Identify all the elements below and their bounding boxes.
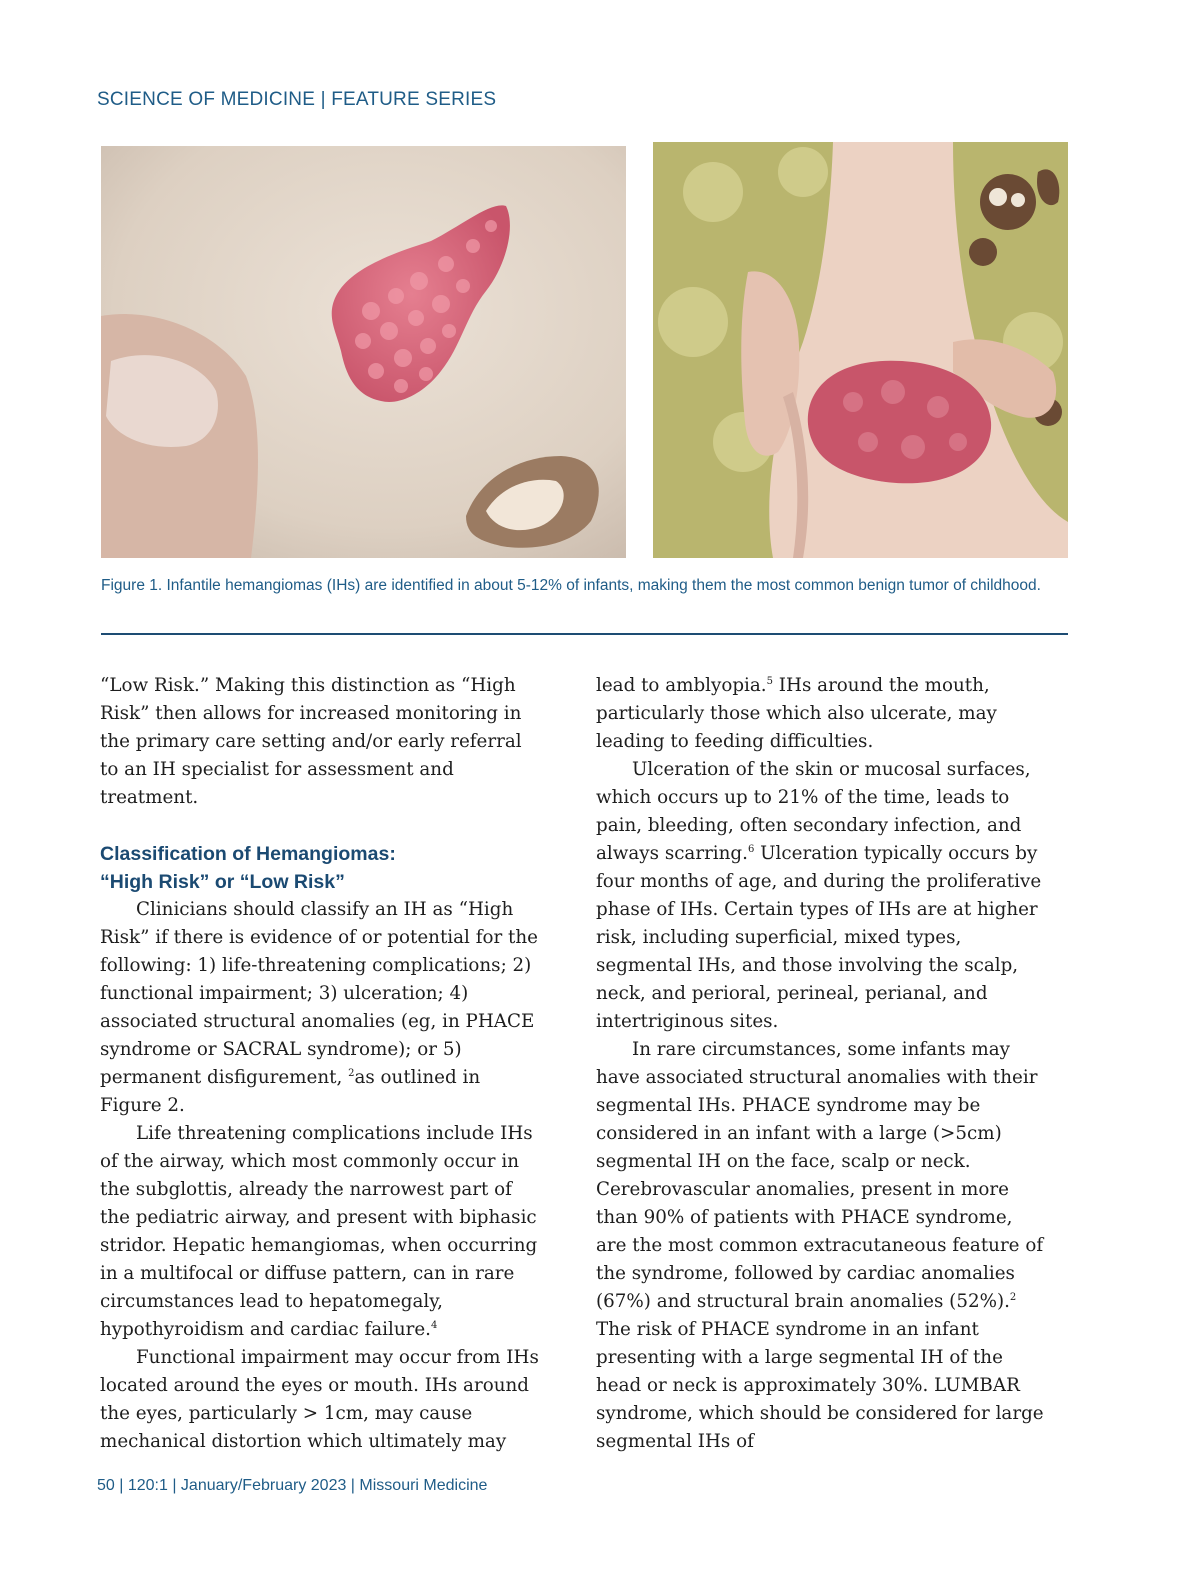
paragraph (596, 672, 1046, 756)
citation-ref: 4 (431, 1319, 438, 1331)
running-header: SCIENCE OF MEDICINE | FEATURE SERIES (97, 89, 497, 110)
paragraph (596, 1036, 1046, 1456)
section-heading (100, 840, 540, 896)
text-run: Clinicians should classify an IH as “High Risk” if there is evidence of or potential for the following: 1) life-threatening complications; 2) functional impairment; 3) ulceration; 4) associated structural anomalies (eg, in PHACE syndrome or SACRAL syndrome); or 5) permanent disfigurement, (100, 899, 538, 1088)
heading-line: “High Risk” or “Low Risk” (100, 871, 345, 893)
text-run: In rare circumstances, some infants may have associated structural anomalies with their segmental IHs. PHACE syndrome may be considered in an infant with a large (>5cm) segmental IH on the face, scalp or neck. Cerebrovascular anomalies, present in more than 90% of patients with PHACE syndrome, are the most common extracutaneous feature of the syndrome, followed by cardiac anomalies (67%) and structural brain anomalies (52%). (596, 1039, 1044, 1312)
text-run: The risk of PHACE syndrome in an infant presenting with a large segmental IH of the head or neck is approximately 30%. LUMBAR syndrome, which should be considered for large segmental IHs of (596, 1319, 1044, 1452)
text-run: Ulceration of the skin or mucosal surfaces, which occurs up to 21% of the time, leads to pain, bleeding, often secondary infection, and always scarring. (596, 759, 1031, 864)
text-run: lead to amblyopia. (596, 675, 767, 696)
heading-line: Classification of Hemangiomas: (100, 843, 396, 865)
paragraph: Functional impairment may occur from IHs located around the eyes or mouth. IHs around the eyes, particularly > 1cm, may cause mechanical distortion which ultimately may (100, 1347, 539, 1452)
text-run: Ulceration typically occurs by four months of age, and during the proliferative phase of IHs. Certain types of IHs are at higher risk, including superficial, mixed types, segmental IHs, and those involving the scalp, neck, and perioral, perineal, perianal, and intertriginous sites. (596, 843, 1042, 1032)
hemangioma-photo-abdomen (101, 146, 626, 558)
citation-ref: 2 (1009, 1291, 1017, 1303)
page-footer: 50 | 120:1 | January/February 2023 | Missouri Medicine (97, 1477, 488, 1494)
right-column (596, 672, 1046, 1456)
figure-caption: Figure 1. Infantile hemangiomas (IHs) are identified in about 5-12% of infants, making them the most common benign tumor of childhood. (101, 577, 1041, 594)
paragraph: “Low Risk.” Making this distinction as “High Risk” then allows for increased monitoring in the primary care setting and/or early referral to an IH specialist for assessment and treatment. (100, 675, 522, 808)
section-divider (101, 633, 1068, 635)
paragraph (596, 756, 1046, 1036)
hemangioma-photo-arm (653, 142, 1068, 558)
text-run: IHs around the mouth, particularly those which also ulcerate, may leading to feeding difficulties. (596, 675, 997, 752)
text-run: Life threatening complications include IHs of the airway, which most commonly occur in the subglottis, already the narrowest part of the pediatric airway, and present with biphasic stridor. Hepatic hemangiomas, when occurring in a multifocal or diffuse pattern, can in rare circumstances lead to hepatomegaly, hypothyroidism and cardiac failure. (100, 1123, 538, 1340)
citation-ref: 5 (766, 675, 773, 687)
citation-ref: 6 (747, 843, 755, 855)
paragraph (100, 1120, 540, 1344)
left-column (100, 672, 540, 1456)
citation-ref: 2 (348, 1067, 355, 1079)
paragraph (100, 896, 540, 1120)
text-run: as outlined in Figure 2. (100, 1067, 481, 1116)
